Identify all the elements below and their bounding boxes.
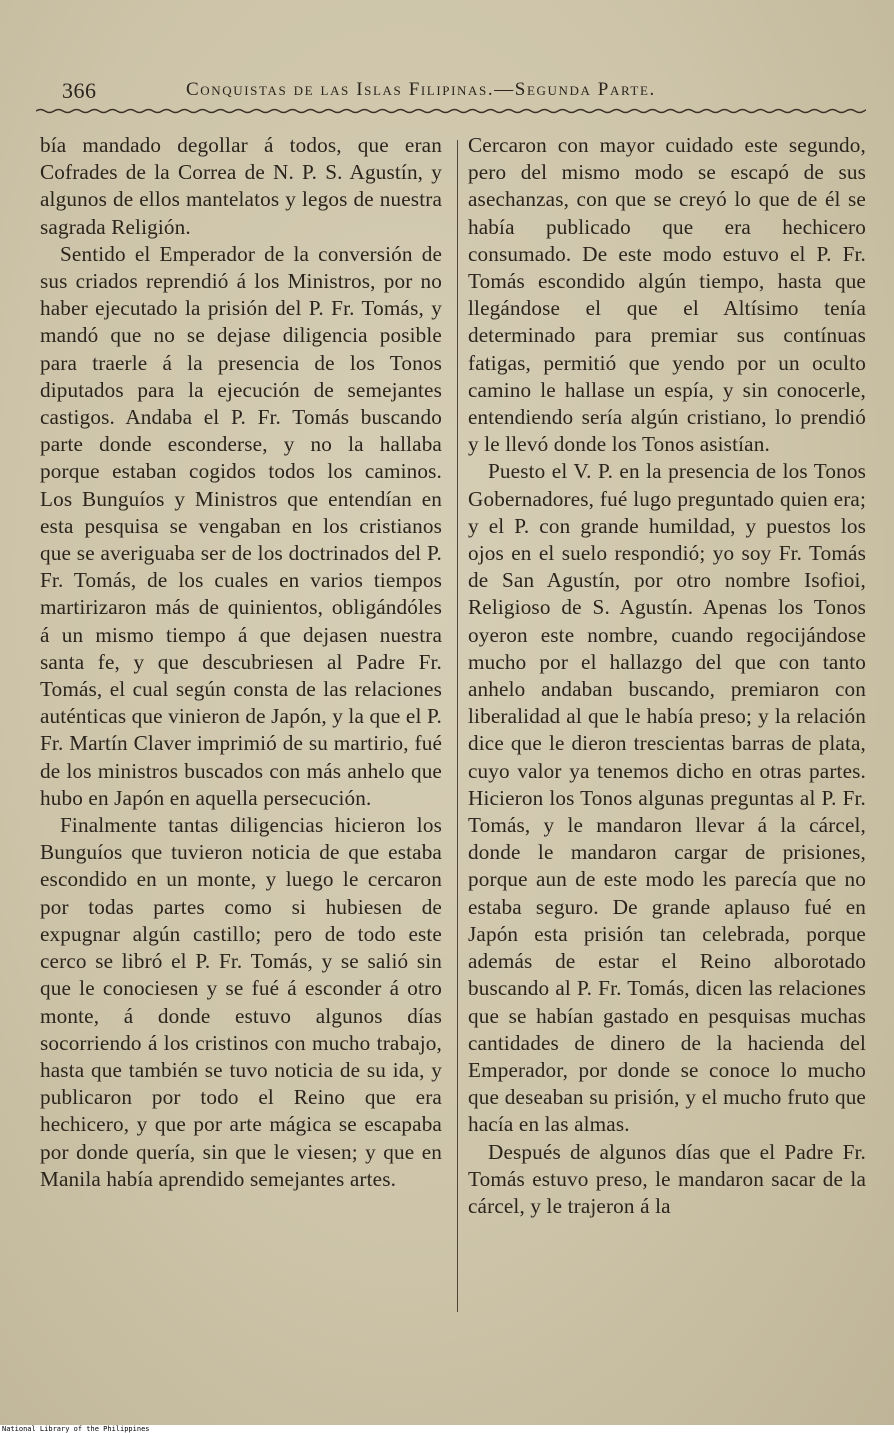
wavy-rule-ornament	[36, 104, 866, 118]
right-paragraph-1: Cercaron con mayor cuidado este segundo, pero del mismo modo se escapó de sus asechanzas, con que se creyó lo que de él se había publicado que era hechicero consumado. De este modo estuvo el P. Fr. Tomás escondido algún tiempo, hasta que llegándose el que el Altísimo tenía determinado para premiar sus contínuas fatigas, permitió que yendo por un oculto camino le hallase un espía, y sin conocerle, entendiendo sería algún cristiano, lo prendió y le llevó donde los Tonos asistían.	[468, 133, 866, 457]
column-divider	[457, 140, 458, 1312]
library-credit: National Library of the Philippines	[2, 1425, 150, 1433]
running-title: Conquistas de las Islas Filipinas.—Segunda Parte.	[186, 79, 656, 100]
left-column	[40, 132, 442, 1193]
right-column	[468, 132, 866, 1220]
left-paragraph-3: Finalmente tantas diligencias hicieron los Bunguíos que tuvieron noticia de que estaba escondido en un monte, y luego le cercaron por todas partes como si hubiesen de expugnar algún castillo; pero de todo este cerco se libró el P. Fr. Tomás, y se salió sin que le conociesen y se fué á esconder á otro monte, á donde estuvo algunos días socorriendo á los cristinos con mucho trabajo, hasta que también se tuvo noticia de su ida, y publicaron por todo el Reino que era hechicero, y que por arte mágica se escapaba por donde quería, sin que le viesen; y que en Manila había aprendido semejantes artes.	[40, 813, 442, 1191]
left-paragraph-1: bía mandado degollar á todos, que eran Cofrades de la Correa de N. P. S. Agustín, y algunos de ellos mantelatos y legos de nuestra sagrada Religión.	[40, 133, 442, 239]
right-paragraph-2: Puesto el V. P. en la presencia de los Tonos Gobernadores, fué lugo preguntado quien era; y el P. con grande humildad, y puestos los ojos en el suelo respondió; yo soy Fr. Tomás de San Agustín, por otro nombre Isofioi, Religioso de S. Agustín. Apenas los Tonos oyeron este nombre, cuando regocijándose mucho por el hallazgo del que con tanto anhelo andaban buscando, premiaron con liberalidad al que le había preso; y la relación dice que le dieron trescientas barras de plata, cuyo valor ya tenemos dicho en otras partes. Hicieron los Tonos algunas preguntas al P. Fr. Tomás, y le mandaron llevar á la cárcel, donde le mandaron cargar de prisiones, porque aun de este modo les parecía que no estaba seguro. De grande aplauso fué en Japón esta prisión tan celebrada, porque además de estar el Reino alborotado buscando al P. Fr. Tomás, dicen las relaciones que se habían gastado en pesquisas muchas cantidades de dinero de la hacienda del Emperador, por donde se conoce lo mucho que deseaban su prisión, y el mucho fruto que hacía en las almas.	[468, 459, 866, 1137]
right-paragraph-3: Después de algunos días que el Padre Fr. Tomás estuvo preso, le mandaron sacar de la cárcel, y le trajeron á la	[468, 1139, 866, 1218]
left-paragraph-2: Sentido el Emperador de la conversión de sus criados reprendió á los Ministros, por no haber ejecutado la prisión del P. Fr. Tomás, y mandó que no se dejase diligencia posible para traerle á la presencia de los Tonos diputados para la ejecución de semejantes castigos. Andaba el P. Fr. Tomás buscando parte donde esconderse, y no la hallaba porque estaban cogidos todos los caminos. Los Bunguíos y Ministros que entendían en esta pesquisa se vengaban en los cristianos que se averiguaba ser de los doctrinados del P. Fr. Tomás, de los cuales en varios tiempos martirizaron más de quinientos, obligándóles á un mismo tiempo á que dejasen nuestra santa fe, y que descubriesen al Padre Fr. Tomás, el cual según consta de las relaciones auténticas que vinieron de Japón, y la que el P. Fr. Martín Claver imprimió de su martirio, fué de los ministros buscados con más anhelo que hubo en Japón en aquella persecución.	[40, 241, 443, 810]
page-number: 366	[62, 78, 97, 103]
